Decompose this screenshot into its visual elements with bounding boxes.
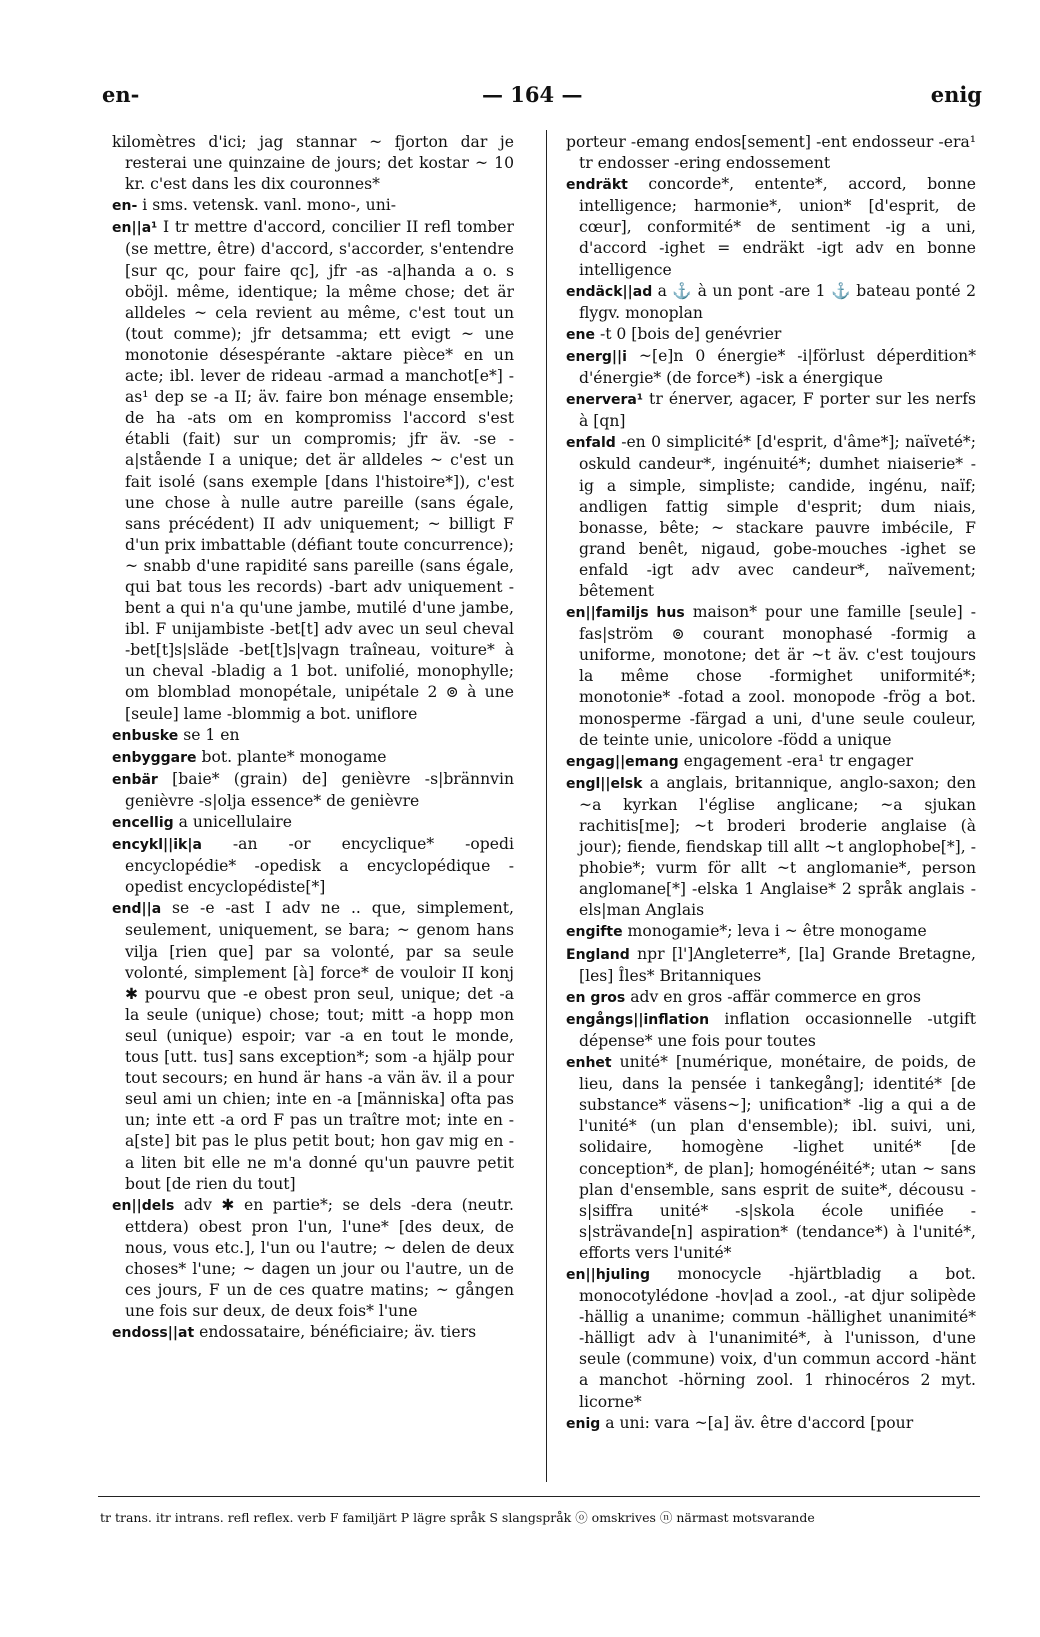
entry-definition: se 1 en — [183, 725, 240, 744]
entry-definition: a uni: vara ~[a] äv. être d'accord [pour — [605, 1413, 914, 1432]
entry-definition: porteur -emang endos[sement] -ent endosseur -era¹ tr endosser -ering endossement — [566, 133, 976, 173]
entry-headword: endoss||at — [112, 1325, 195, 1342]
dictionary-entry — [566, 921, 976, 943]
entry-headword: en||hjuling — [566, 1266, 651, 1283]
entry-definition: a unicellulaire — [178, 813, 292, 831]
entry-headword: end||a — [112, 901, 162, 918]
entry-definition: a ⚓ à un pont -are 1 ⚓ bateau ponté 2 flygv. monoplan — [579, 281, 976, 322]
entry-definition: -en 0 simplicité* [d'esprit, d'âme*]; naïveté*; oskuld candeur*, ingénuité*; dumhet niaiserie* -ig a simple, simpliste; candide, ingénu, naïf; andligen fattig simple d'esprit; dum niais, bonasse, bête; ~ stackare pauvre imbécile, F grand benêt, nigaud, gobe-mouches -ighet se enfald -igt adv avec candeur*, naïvement; bêtement — [579, 433, 976, 600]
abbreviation-legend: tr trans. itr intrans. refl reflex. verb F familjärt P lägre språk S slangspråk ⓞ omskrives ⓝ närmast motsvarande — [100, 1510, 815, 1525]
entry-headword: en||dels — [112, 1197, 175, 1214]
entry-definition: a anglais, britannique, anglo-saxon; den ~a kyrkan l'église anglicane; ~a sjukan rachitis[me]; ~t broderi broderie anglaise (à jour); fiende, fiendskap till allt ~t anglophobe[*], -phobie*; vurm för allt ~t anglomanie*, person anglomane[*] -elska 1 Anglaise* 2 språk anglais -els|man Anglais — [579, 773, 976, 920]
entry-headword: en gros — [566, 989, 626, 1006]
entry-headword: enig — [566, 1415, 601, 1432]
entry-headword: enervera¹ — [566, 392, 643, 409]
dictionary-entry — [566, 944, 976, 987]
entry-headword: endäck||ad — [566, 283, 653, 300]
entry-headword: enfald — [566, 435, 616, 452]
entry-headword: endräkt — [566, 177, 628, 194]
entry-headword: encykl||ik|a — [112, 837, 202, 854]
dictionary-entry — [566, 324, 976, 346]
entry-definition: -t 0 [bois de] genévrier — [599, 324, 782, 343]
entry-definition: se -e -ast I adv ne .. que, simplement, seulement, uniquement, se bara; ~ genom hans vilja [rien que] par sa volonté, par sa seule volonté, simplement [à] force* de vouloir II konj ✱ pourvu que -e obest pron seul, unique; det -a la seule (unique) chose; tout; mitt -a hopp mon seul (unique) espoir; var -a en tout le monde, tous [utt. tus] sans exception*; som -a hjälp pour tout secours; en hund är hans -a vän äv. il a pour seul ami un chien; inte en -a [människa] ofta pas un; inte ett -a ord F pas un traître mot; inte en -a[ste] bit pas le plus petit bout; hon gav mig en -a liten bit elle ne m'a donné qu'un pauvre petit bout [de rien du tout] — [125, 899, 514, 1193]
dictionary-entry — [112, 747, 514, 769]
dictionary-entry — [566, 174, 976, 280]
entry-definition: ~[e]n 0 énergie* -i|förlust déperdition* d'énergie* (de force*) -isk a énergique — [579, 346, 976, 388]
entry-definition: concorde*, entente*, accord, bonne intelligence; harmonie*, union* [d'esprit, de cœur], conformité* de sentiment -ig a uni, d'accord -ighet = endräkt -igt adv en bonne intelligence — [579, 175, 976, 279]
dictionary-entry — [566, 432, 976, 602]
footer-rule — [98, 1496, 980, 1497]
entry-definition: I tr mettre d'accord, concilier II refl tomber (se mettre, être) d'accord, s'accorder, s'entendre [sur qc, pour faire qc], jfr -as -a|handa a o. s oböjl. même, identique; la même chose; det är alldeles ~ cela revient au même, c'est tout un (tout comme); jfr detsamma; ett evigt ~ une monotonie désespérante -aktare pièce* en un acte; ibl. lever de rideau -armad a manchot[e*] -as¹ dep se -a II; äv. faire bon ménage ensemble; de ha -ats om en kompromiss l'accord s'est établi (fait) sur un compromis; jfr äv. -se -a|stående I a unique; det är alldeles ~ c'est un fait isolé (sans exemple [dans l'histoire*]), c'est une chose à nulle autre pareille (sans égale, sans précédent) II adv uniquement; ~ billigt F d'un prix imbattable (défiant toute concurrence); ~ snabb d'une rapidité sans pareille (sans égale, qui bat tous les records) -bart adv uniquement -bent a qui n'a qu'une jambe, mutilé d'une jambe, ibl. F unijambiste -bet[t] adv avec un seul cheval -bet[t]s|släde -bet[t]s|vagn traîneau, voiture* à un cheval -bladig a 1 bot. unifolié, monophylle; om blomblad monopétale, unipétale 2 ⊚ à une [seule] lame -blommig a bot. uniflore — [125, 218, 514, 723]
dictionary-entry — [112, 898, 514, 1194]
dictionary-entry — [566, 1413, 976, 1435]
entry-headword: energ||i — [566, 348, 627, 365]
dictionary-entry — [566, 346, 976, 389]
dictionary-entry — [566, 1009, 976, 1052]
entry-definition: tr énerver, agacer, F porter sur les nerfs à [qn] — [579, 390, 976, 431]
dictionary-entry — [112, 834, 514, 898]
entry-definition: adv en gros -affär commerce en gros — [630, 987, 921, 1006]
dictionary-entry — [566, 602, 976, 751]
entry-definition: npr [l']Angleterre*, [la] Grande Bretagne, [les] Îles* Britanniques — [579, 944, 976, 985]
entry-definition: adv ✱ en partie*; se dels -dera (neutr. ettdera) obest pron l'un, l'une* [des deux, de nous, vous etc.], l'un ou l'autre; ~ delen de deux choses* l'une; ~ dagen un jour ou l'autre, un de ces jours, F un de ces quatre matins; ~ gången une fois sur deux, de deux fois* l'une — [125, 1195, 514, 1321]
entry-headword: engag||emang — [566, 753, 679, 770]
dictionary-entry — [566, 1052, 976, 1264]
running-head-right: enig — [930, 82, 982, 107]
entry-headword: encellig — [112, 815, 174, 831]
page-number: — 164 — — [482, 82, 583, 107]
right-column — [566, 132, 976, 1435]
dictionary-entry — [112, 725, 514, 747]
dictionary-entry — [566, 751, 976, 773]
entry-headword: en||familjs hus — [566, 605, 685, 622]
entry-definition: bot. plante* monogame — [201, 747, 387, 766]
entry-headword: England — [566, 946, 630, 963]
entry-headword: ene — [566, 326, 595, 343]
entry-headword: enbyggare — [112, 749, 197, 766]
entry-definition: engagement -era¹ tr engager — [683, 751, 914, 770]
entry-headword: engifte — [566, 924, 623, 941]
entry-headword: enbär — [112, 771, 158, 788]
dictionary-entry — [112, 769, 514, 812]
entry-headword: engl||elsk — [566, 775, 643, 792]
entry-definition: endossataire, bénéficiaire; äv. tiers — [199, 1323, 477, 1342]
entry-definition: -an -or encyclique* -opedi encyclopédie* -opedisk a encyclopédique -opedist encyclopédiste[*] — [125, 835, 514, 897]
dictionary-entry — [112, 1322, 514, 1344]
entry-definition: inflation occasionnelle -utgift dépense* une fois pour toutes — [579, 1009, 976, 1050]
entry-definition: maison* pour une famille [seule] -fas|ström ⊚ courant monophasé -formig a uniforme, monotone; det är ~t äv. c'est toujours la même chose -formighet uniformité*; monotonie* -fotad a zool. monopode -frög a bot. monosperme -färgad a uni, d'une seule couleur, de teinte unie, unicolore -född a unique — [579, 603, 976, 749]
dictionary-entry — [566, 281, 976, 324]
entry-definition: [baie* (grain) de] genièvre -s|brännvin genièvre -s|olja essence* de genièvre — [125, 769, 514, 810]
entry-headword: engångs||inflation — [566, 1011, 710, 1028]
running-head-left: en- — [102, 82, 140, 107]
dictionary-entry — [566, 132, 976, 174]
entry-definition: monocycle -hjärtbladig a bot. monocotylédone -hov|ad a zool., -at djur solipède -hällig a unanime; commun -hällighet unanimité* -hälligt adv à l'unanimité*, à l'unisson, d'une seule (commune) voix, d'un commun accord -hänt a manchot -hörning zool. 1 rhinocéros 2 myt. licorne* — [579, 1264, 976, 1411]
entry-definition: monogamie*; leva i ~ être monogame — [627, 922, 927, 941]
entry-definition: i sms. vetensk. vanl. mono-, uni- — [142, 196, 397, 215]
left-column — [112, 132, 514, 1344]
dictionary-entry — [566, 389, 976, 432]
entry-headword: enhet — [566, 1055, 612, 1072]
entry-headword: en||a¹ — [112, 220, 158, 237]
entry-headword: en- — [112, 198, 138, 215]
dictionary-entry — [566, 987, 976, 1009]
dictionary-entry — [112, 217, 514, 724]
dictionary-entry — [566, 1264, 976, 1413]
dictionary-entry — [566, 773, 976, 922]
column-divider — [546, 130, 547, 1482]
entry-definition: kilomètres d'ici; jag stannar ~ fjorton dar je resterai une quinzaine de jours; det kostar ~ 10 kr. c'est dans les dix couronnes* — [112, 133, 514, 194]
dictionary-entry — [112, 132, 514, 195]
dictionary-entry — [112, 195, 514, 217]
dictionary-entry — [112, 1195, 514, 1323]
entry-definition: unité* [numérique, monétaire, de poids, de lieu, dans la pensée i tankegång]; identité* [de substance* väsens~]; unification* -lig a qui a de l'unité* (un plan d'ensemble); ibl. suivi, uni, solidaire, homogène -lighet unité* [de conception*, de plan]; homogénéité*; utan ~ sans plan d'ensemble, sans esprit de suite*, décousu -s|siffra unité* -s|skola école unifiée -s|strävande[n] aspiration* (tendance*) à l'unité*, efforts vers l'unité* — [579, 1053, 976, 1262]
entry-headword: enbuske — [112, 727, 179, 744]
dictionary-entry — [112, 812, 514, 834]
